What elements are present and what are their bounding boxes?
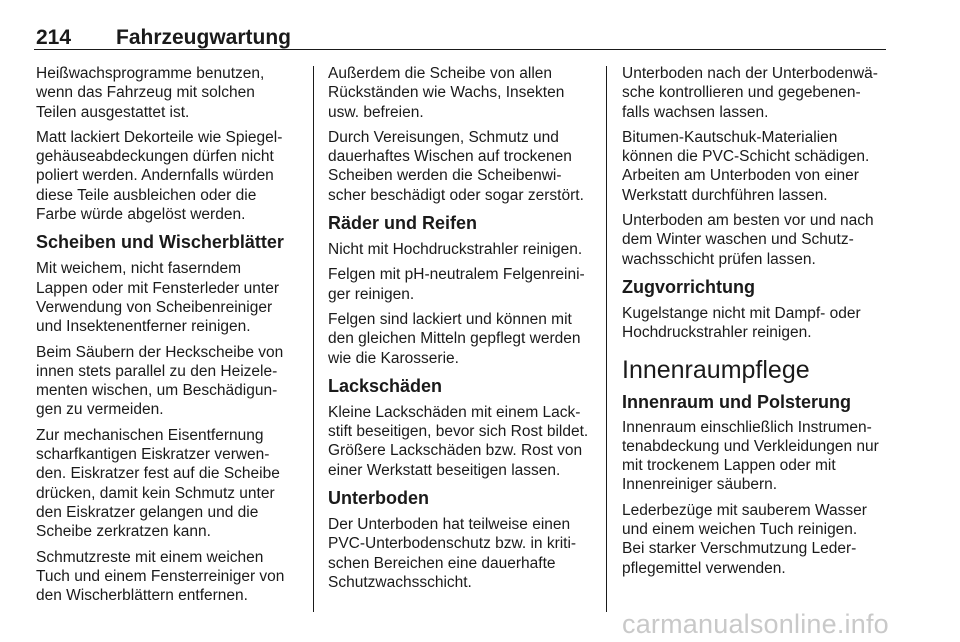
column-divider-1 bbox=[313, 66, 314, 612]
text-line: Verwendung von Scheibenreiniger bbox=[36, 298, 273, 316]
page-title: Fahrzeugwartung bbox=[116, 26, 292, 49]
text-line: falls wachsen lassen. bbox=[622, 103, 769, 121]
text-line: Bei starker Verschmutzung Leder‐ bbox=[622, 540, 857, 558]
text-line: drücken, damit kein Schmutz unter bbox=[36, 484, 275, 502]
chapter-heading: Innenraumpflege bbox=[622, 355, 810, 384]
paragraph bbox=[328, 265, 596, 304]
text-line: Mit weichem, nicht faserndem bbox=[36, 260, 242, 278]
text-line: tenabdeckung und Verkleidungen nur bbox=[622, 437, 879, 455]
text-line: Größere Lackschäden bzw. Rost von bbox=[328, 442, 583, 460]
column-divider-2 bbox=[606, 66, 607, 612]
paragraph bbox=[622, 418, 894, 495]
text-line: Innenreiniger säubern. bbox=[622, 476, 778, 494]
text-line: Tuch und einem Fensterreiniger von bbox=[36, 567, 285, 585]
section-heading: Scheiben und Wischerblätter bbox=[36, 232, 284, 253]
text-column-3 bbox=[622, 64, 894, 584]
text-line: Außerdem die Scheibe von allen bbox=[328, 65, 553, 82]
text-line: scher beschädigt oder sogar zerstört. bbox=[328, 186, 584, 204]
paragraph bbox=[622, 128, 894, 205]
text-line: innen stets parallel zu den Heizele‐ bbox=[36, 362, 278, 380]
section-heading: Innenraum und Polsterung bbox=[622, 391, 852, 412]
text-line: Matt lackiert Dekorteile wie Spiegel‐ bbox=[36, 128, 283, 146]
text-line: und Insektenentferner reinigen. bbox=[36, 318, 251, 336]
text-line: Unterboden nach der Unterbodenwä‐ bbox=[622, 65, 878, 82]
text-line: diese Teile ausbleichen oder die bbox=[36, 186, 257, 204]
watermark: carmanualsonline.info bbox=[622, 609, 889, 639]
text-line: Der Unterboden hat teilweise einen bbox=[328, 516, 571, 534]
text-line: Hochdruckstrahler reinigen. bbox=[622, 324, 812, 342]
text-line: dem Winter waschen und Schutz‐ bbox=[622, 231, 854, 249]
text-line: gehäuseabdeckungen dürfen nicht bbox=[36, 148, 274, 166]
text-line: Scheibe zerkratzen kann. bbox=[36, 523, 211, 541]
paragraph bbox=[36, 64, 302, 122]
paragraph bbox=[36, 259, 302, 336]
text-line: Heißwachsprogramme benutzen, bbox=[36, 65, 265, 82]
text-line: Unterboden am besten vor und nach bbox=[622, 212, 874, 230]
text-line: wenn das Fahrzeug mit solchen bbox=[36, 84, 255, 102]
text-line: Schutzwachsschicht. bbox=[328, 573, 472, 591]
header-divider bbox=[34, 49, 886, 50]
paragraph bbox=[36, 343, 302, 420]
text-line: Lederbezüge mit sauberem Wasser bbox=[622, 501, 867, 519]
text-line: pflegemittel verwenden. bbox=[622, 559, 786, 577]
text-line: sche kontrollieren und gegebenen‐ bbox=[622, 84, 861, 102]
page-number: 214 bbox=[36, 26, 72, 49]
text-line: Schmutzreste mit einem weichen bbox=[36, 548, 264, 566]
paragraph bbox=[622, 211, 894, 269]
text-line: Werkstatt durchführen lassen. bbox=[622, 186, 828, 204]
text-column-2 bbox=[328, 64, 596, 598]
text-line: den. Eiskratzer fest auf die Scheibe bbox=[36, 465, 280, 483]
text-line: PVC-Unterbodenschutz bzw. in kriti‐ bbox=[328, 535, 577, 553]
text-line: mit trockenem Lappen oder mit bbox=[622, 457, 836, 475]
text-line: Felgen mit pH-neutralem Felgenreini‐ bbox=[328, 266, 585, 284]
paragraph bbox=[328, 515, 596, 592]
text-line: Nicht mit Hochdruckstrahler reinigen. bbox=[328, 241, 583, 259]
page-header bbox=[36, 26, 886, 50]
text-line: Farbe würde abgelöst werden. bbox=[36, 206, 246, 224]
text-line: Durch Vereisungen, Schmutz und bbox=[328, 128, 559, 146]
text-line: dauerhaftes Wischen auf trockenen bbox=[328, 148, 572, 166]
paragraph bbox=[328, 64, 596, 122]
text-line: wie die Karosserie. bbox=[328, 349, 459, 367]
text-line: Teilen ausgestattet ist. bbox=[36, 103, 190, 121]
text-line: und einem weichen Tuch reinigen. bbox=[622, 521, 858, 539]
section-heading: Unterboden bbox=[328, 488, 429, 509]
text-line: den Eiskratzer gelangen und die bbox=[36, 503, 259, 521]
text-line: menten wischen, um Beschädigun‐ bbox=[36, 382, 278, 400]
text-line: Felgen sind lackiert und können mit bbox=[328, 310, 572, 328]
text-line: Kleine Lackschäden mit einem Lack‐ bbox=[328, 403, 581, 421]
text-line: Zur mechanischen Eisentfernung bbox=[36, 426, 264, 444]
text-line: poliert werden. Andernfalls würden bbox=[36, 167, 274, 185]
text-line: Scheiben werden die Scheibenwi‐ bbox=[328, 167, 562, 185]
text-column-1 bbox=[36, 64, 302, 611]
text-line: wachsschicht prüfen lassen. bbox=[622, 250, 816, 268]
text-line: schen Bereichen eine dauerhafte bbox=[328, 554, 556, 572]
text-line: können die PVC-Schicht schädigen. bbox=[622, 148, 870, 166]
section-heading: Zugvorrichtung bbox=[622, 276, 755, 297]
text-line: stift beseitigen, bevor sich Rost bildet. bbox=[328, 423, 589, 441]
section-heading: Räder und Reifen bbox=[328, 213, 478, 234]
text-line: scharfkantigen Eiskratzer verwen‐ bbox=[36, 446, 270, 464]
text-line: Kugelstange nicht mit Dampf- oder bbox=[622, 304, 861, 322]
paragraph bbox=[622, 64, 894, 122]
paragraph bbox=[328, 128, 596, 205]
text-line: Bitumen-Kautschuk-Materialien bbox=[622, 128, 838, 146]
text-line: Beim Säubern der Heckscheibe von bbox=[36, 343, 284, 361]
paragraph bbox=[622, 304, 894, 343]
paragraph bbox=[328, 403, 596, 480]
text-line: Lappen oder mit Fensterleder unter bbox=[36, 279, 279, 297]
paragraph bbox=[36, 128, 302, 224]
text-line: Innenraum einschließlich Instrumen‐ bbox=[622, 418, 872, 436]
text-line: Arbeiten am Unterboden von einer bbox=[622, 167, 859, 185]
paragraph bbox=[328, 310, 596, 368]
text-line: den gleichen Mitteln gepflegt werden bbox=[328, 330, 581, 348]
text-line: ger reinigen. bbox=[328, 285, 415, 303]
text-line: usw. befreien. bbox=[328, 103, 424, 121]
section-heading: Lackschäden bbox=[328, 375, 443, 396]
paragraph bbox=[622, 501, 894, 578]
paragraph bbox=[328, 240, 596, 259]
paragraph bbox=[36, 548, 302, 606]
text-line: gen zu vermeiden. bbox=[36, 401, 164, 419]
text-line: den Wischerblättern entfernen. bbox=[36, 587, 248, 605]
paragraph bbox=[36, 426, 302, 542]
text-line: einer Werkstatt beseitigen lassen. bbox=[328, 461, 561, 479]
text-line: Rückständen wie Wachs, Insekten bbox=[328, 84, 565, 102]
